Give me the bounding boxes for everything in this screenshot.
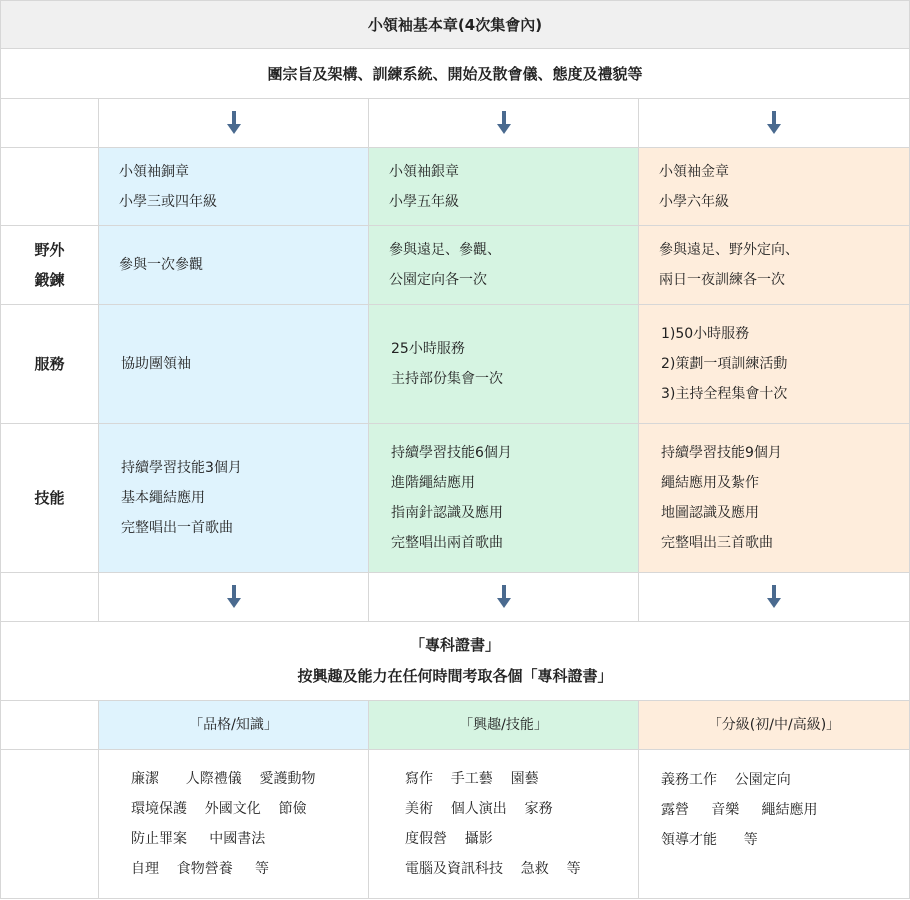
gold-outdoor — [639, 226, 910, 305]
silver-outdoor — [369, 226, 639, 305]
empty-cell — [0, 573, 99, 622]
silver-badge-header — [369, 148, 639, 226]
empty-cell — [0, 750, 99, 899]
bronze-badge-header — [99, 148, 369, 226]
list-item: 環境保護 外國文化 節儉 — [131, 801, 307, 817]
gold-skills — [639, 424, 910, 573]
requirement-line: 參與一次參觀 — [119, 257, 203, 273]
outdoor-label-line: 野外 — [34, 241, 65, 259]
badge-grade: 小學五年級 — [389, 193, 459, 210]
requirement-line: 參與遠足、野外定向、 — [659, 242, 799, 258]
outdoor-label — [0, 226, 99, 305]
list-item: 露營 音樂 繩結應用 — [661, 802, 818, 818]
level-cert-list — [639, 750, 910, 899]
category-interest: 「興趣/技能」 — [369, 701, 639, 750]
basic-badge-content: 團宗旨及架構、訓練系統、開始及散會儀、態度及禮貌等 — [0, 49, 910, 99]
cert-subtitle: 按興趣及能力在任何時間考取各個「專科證書」 — [297, 667, 613, 685]
down-arrow-icon — [497, 585, 511, 609]
requirement-line: 1)50小時服務 — [661, 326, 750, 342]
silver-service — [369, 305, 639, 424]
requirement-line: 繩結應用及紮作 — [661, 475, 759, 491]
interest-cert-list — [369, 750, 639, 899]
requirement-line: 2)策劃一項訓練活動 — [661, 356, 788, 372]
list-item: 自理 食物營養 等 — [131, 861, 270, 877]
arrow-cell — [369, 573, 639, 622]
list-item: 防止罪案 中國書法 — [131, 831, 266, 847]
requirement-line: 公園定向各一次 — [389, 272, 487, 288]
requirement-line: 持續學習技能6個月 — [391, 445, 512, 461]
arrow-cell — [369, 99, 639, 148]
bronze-service — [99, 305, 369, 424]
down-arrow-icon — [227, 585, 241, 609]
service-label: 服務 — [0, 305, 99, 424]
requirement-line: 持續學習技能9個月 — [661, 445, 782, 461]
requirement-line: 3)主持全程集會十次 — [661, 386, 788, 402]
list-item: 電腦及資訊科技 急救 等 — [405, 861, 581, 877]
category-character: 「品格/知識」 — [99, 701, 369, 750]
down-arrow-icon — [497, 111, 511, 135]
cert-header — [0, 622, 910, 701]
character-cert-list — [99, 750, 369, 899]
arrow-cell — [99, 573, 369, 622]
badge-name: 小領袖銀章 — [389, 163, 459, 180]
requirement-line: 25小時服務 — [391, 341, 465, 357]
badge-grade: 小學六年級 — [659, 193, 729, 210]
arrow-cell — [639, 99, 910, 148]
badge-name: 小領袖金章 — [659, 163, 729, 180]
badge-grade: 小學三或四年級 — [119, 193, 217, 210]
requirement-line: 參與遠足、參觀、 — [389, 242, 501, 258]
requirement-line: 兩日一夜訓練各一次 — [659, 272, 785, 288]
gold-badge-header — [639, 148, 910, 226]
requirement-line: 協助團領袖 — [121, 356, 191, 372]
arrow-cell — [99, 99, 369, 148]
requirement-line: 完整唱出三首歌曲 — [661, 535, 773, 551]
down-arrow-icon — [227, 111, 241, 135]
requirement-line: 主持部份集會一次 — [391, 371, 503, 387]
list-item: 領導才能 等 — [661, 832, 758, 848]
empty-cell — [0, 99, 99, 148]
empty-cell — [0, 148, 99, 226]
list-item: 美術 個人演出 家務 — [405, 801, 553, 817]
down-arrow-icon — [767, 111, 781, 135]
requirement-line: 完整唱出一首歌曲 — [121, 520, 233, 536]
list-item: 廉潔 人際禮儀 愛護動物 — [131, 771, 316, 787]
bronze-outdoor — [99, 226, 369, 305]
requirement-line: 指南針認識及應用 — [391, 505, 503, 521]
gold-service — [639, 305, 910, 424]
requirement-line: 地圖認識及應用 — [661, 505, 759, 521]
page-title: 小領袖基本章(4次集會內) — [0, 0, 910, 49]
down-arrow-icon — [767, 585, 781, 609]
badge-name: 小領袖銅章 — [119, 163, 189, 180]
requirement-line: 進階繩結應用 — [391, 475, 475, 491]
cert-title: 「專科證書」 — [409, 636, 500, 654]
outdoor-label-line: 鍛鍊 — [34, 271, 65, 289]
bronze-skills — [99, 424, 369, 573]
empty-cell — [0, 701, 99, 750]
list-item: 度假營 攝影 — [405, 831, 493, 847]
requirement-line: 基本繩結應用 — [121, 490, 205, 506]
requirement-line: 完整唱出兩首歌曲 — [391, 535, 503, 551]
silver-skills — [369, 424, 639, 573]
skills-label: 技能 — [0, 424, 99, 573]
list-item: 義務工作 公園定向 — [661, 772, 791, 788]
requirement-line: 持續學習技能3個月 — [121, 460, 242, 476]
list-item: 寫作 手工藝 園藝 — [405, 771, 539, 787]
category-level: 「分級(初/中/高級)」 — [639, 701, 910, 750]
arrow-cell — [639, 573, 910, 622]
